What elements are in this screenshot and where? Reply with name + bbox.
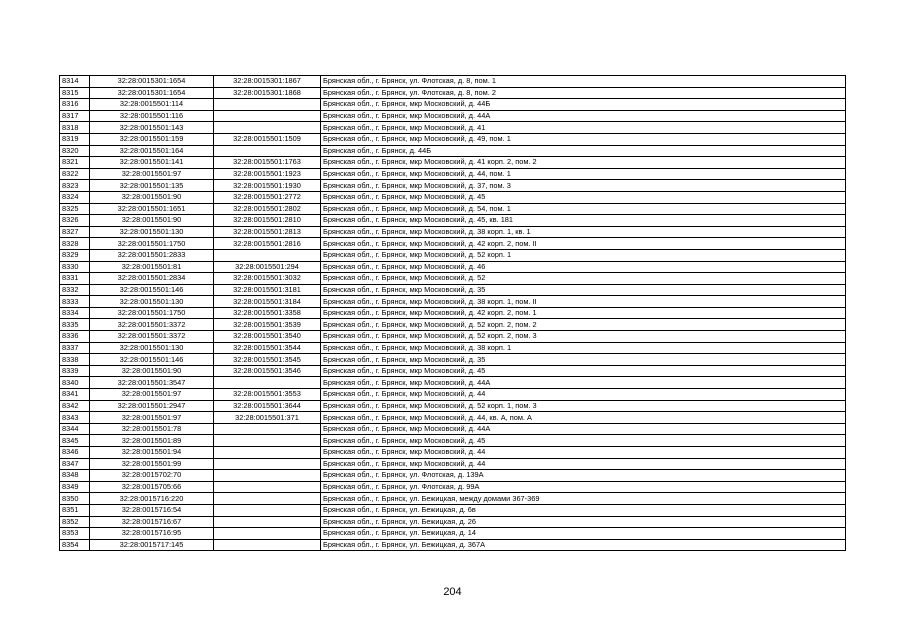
row-number-cell: 8315 [60,87,90,99]
linked-cadastral-number-cell: 32:28:0015501:3553 [214,389,321,401]
cadastral-number-cell: 32:28:0015716:220 [90,493,214,505]
row-number-cell: 8328 [60,238,90,250]
address-cell: Брянская обл., г. Брянск, мкр Московский, д. 44 [321,458,846,470]
linked-cadastral-number-cell: 32:28:0015501:2813 [214,226,321,238]
address-cell: Брянская обл., г. Брянск, мкр Московский, д. 41 [321,122,846,134]
cadastral-number-cell: 32:28:0015501:99 [90,458,214,470]
linked-cadastral-number-cell: 32:28:0015301:1868 [214,87,321,99]
row-number-cell: 8331 [60,273,90,285]
table-row [60,87,846,99]
address-cell: Брянская обл., г. Брянск, мкр Московский, д. 41 корп. 2, пом. 2 [321,157,846,169]
cadastral-number-cell: 32:28:0015501:81 [90,261,214,273]
row-number-cell: 8347 [60,458,90,470]
address-cell: Брянская обл., г. Брянск, ул. Бежицкая, д. 26 [321,516,846,528]
row-number-cell: 8335 [60,319,90,331]
table-row [60,377,846,389]
cadastral-number-cell: 32:28:0015501:116 [90,110,214,122]
cadastral-number-cell: 32:28:0015501:130 [90,342,214,354]
table-row [60,539,846,551]
row-number-cell: 8325 [60,203,90,215]
cadastral-number-cell: 32:28:0015501:2834 [90,273,214,285]
address-cell: Брянская обл., г. Брянск, мкр Московский, д. 44Б [321,99,846,111]
address-cell: Брянская обл., г. Брянск, мкр Московский, д. 52 корп. 2, пом. 2 [321,319,846,331]
address-cell: Брянская обл., г. Брянск, мкр Московский, д. 46 [321,261,846,273]
table-row [60,180,846,192]
row-number-cell: 8334 [60,307,90,319]
address-cell: Брянская обл., г. Брянск, ул. Бежицкая, д. 367А [321,539,846,551]
address-cell: Брянская обл., г. Брянск, ул. Бежицкая, между домами 367-369 [321,493,846,505]
table-row [60,447,846,459]
linked-cadastral-number-cell [214,145,321,157]
row-number-cell: 8332 [60,284,90,296]
address-cell: Брянская обл., г. Брянск, мкр Московский, д. 52 корп. 2, пом. 3 [321,331,846,343]
cadastral-number-cell: 32:28:0015501:89 [90,435,214,447]
linked-cadastral-number-cell [214,249,321,261]
table-row [60,261,846,273]
table-row [60,331,846,343]
linked-cadastral-number-cell: 32:28:0015501:3644 [214,400,321,412]
address-cell: Брянская обл., г. Брянск, мкр Московский, д. 45, кв. 181 [321,215,846,227]
row-number-cell: 8336 [60,331,90,343]
row-number-cell: 8329 [60,249,90,261]
table-row [60,423,846,435]
row-number-cell: 8352 [60,516,90,528]
row-number-cell: 8320 [60,145,90,157]
address-cell: Брянская обл., г. Брянск, мкр Московский, д. 45 [321,435,846,447]
table-row [60,481,846,493]
table-row [60,226,846,238]
linked-cadastral-number-cell: 32:28:0015501:3358 [214,307,321,319]
cadastral-number-cell: 32:28:0015501:1651 [90,203,214,215]
linked-cadastral-number-cell [214,516,321,528]
cadastral-number-cell: 32:28:0015501:2833 [90,249,214,261]
linked-cadastral-number-cell: 32:28:0015301:1867 [214,76,321,88]
address-cell: Брянская обл., г. Брянск, мкр Московский, д. 37, пом. 3 [321,180,846,192]
cadastral-number-cell: 32:28:0015501:146 [90,284,214,296]
table-row [60,203,846,215]
row-number-cell: 8348 [60,470,90,482]
cadastral-number-cell: 32:28:0015501:97 [90,389,214,401]
table-row [60,238,846,250]
row-number-cell: 8321 [60,157,90,169]
linked-cadastral-number-cell: 32:28:0015501:2802 [214,203,321,215]
linked-cadastral-number-cell: 32:28:0015501:3545 [214,354,321,366]
table-row [60,528,846,540]
linked-cadastral-number-cell: 32:28:0015501:3184 [214,296,321,308]
linked-cadastral-number-cell [214,99,321,111]
address-cell: Брянская обл., г. Брянск, мкр Московский, д. 49, пом. 1 [321,133,846,145]
row-number-cell: 8323 [60,180,90,192]
linked-cadastral-number-cell: 32:28:0015501:371 [214,412,321,424]
row-number-cell: 8349 [60,481,90,493]
linked-cadastral-number-cell: 32:28:0015501:1923 [214,168,321,180]
linked-cadastral-number-cell: 32:28:0015501:1763 [214,157,321,169]
linked-cadastral-number-cell: 32:28:0015501:1509 [214,133,321,145]
cadastral-number-cell: 32:28:0015705:66 [90,481,214,493]
table-row [60,191,846,203]
cadastral-number-cell: 32:28:0015501:114 [90,99,214,111]
cadastral-number-cell: 32:28:0015501:130 [90,296,214,308]
row-number-cell: 8353 [60,528,90,540]
address-cell: Брянская обл., г. Брянск, ул. Бежицкая, д. 14 [321,528,846,540]
linked-cadastral-number-cell [214,377,321,389]
address-cell: Брянская обл., г. Брянск, мкр Московский, д. 45 [321,365,846,377]
table-row [60,122,846,134]
address-cell: Брянская обл., г. Брянск, мкр Московский, д. 52 корп. 1 [321,249,846,261]
address-cell: Брянская обл., г. Брянск, мкр Московский, д. 38 корп. 1 [321,342,846,354]
table-row [60,76,846,88]
row-number-cell: 8338 [60,354,90,366]
row-number-cell: 8345 [60,435,90,447]
address-cell: Брянская обл., г. Брянск, ул. Бежицкая, д. 6в [321,504,846,516]
cadastral-number-cell: 32:28:0015501:143 [90,122,214,134]
linked-cadastral-number-cell: 32:28:0015501:3539 [214,319,321,331]
linked-cadastral-number-cell: 32:28:0015501:3181 [214,284,321,296]
linked-cadastral-number-cell: 32:28:0015501:2816 [214,238,321,250]
table-row [60,145,846,157]
cadastral-number-cell: 32:28:0015501:164 [90,145,214,157]
address-cell: Брянская обл., г. Брянск, мкр Московский, д. 52 корп. 1, пом. 3 [321,400,846,412]
cadastral-number-cell: 32:28:0015501:141 [90,157,214,169]
address-cell: Брянская обл., г. Брянск, мкр Московский, д. 38 корп. 1, кв. 1 [321,226,846,238]
row-number-cell: 8330 [60,261,90,273]
address-cell: Брянская обл., г. Брянск, мкр Московский, д. 52 [321,273,846,285]
linked-cadastral-number-cell [214,504,321,516]
cadastral-number-cell: 32:28:0015501:146 [90,354,214,366]
address-cell: Брянская обл., г. Брянск, ул. Флотская, д. 8, пом. 1 [321,76,846,88]
table-row [60,133,846,145]
table-row [60,99,846,111]
cadastral-number-cell: 32:28:0015301:1654 [90,87,214,99]
cadastral-number-cell: 32:28:0015716:67 [90,516,214,528]
row-number-cell: 8327 [60,226,90,238]
address-cell: Брянская обл., г. Брянск, мкр Московский, д. 44, пом. 1 [321,168,846,180]
table-row [60,389,846,401]
linked-cadastral-number-cell [214,458,321,470]
row-number-cell: 8342 [60,400,90,412]
linked-cadastral-number-cell: 32:28:0015501:2772 [214,191,321,203]
address-cell: Брянская обл., г. Брянск, мкр Московский, д. 45 [321,191,846,203]
table-row [60,296,846,308]
linked-cadastral-number-cell: 32:28:0015501:2810 [214,215,321,227]
row-number-cell: 8354 [60,539,90,551]
table-row [60,516,846,528]
address-cell: Брянская обл., г. Брянск, мкр Московский, д. 44А [321,377,846,389]
linked-cadastral-number-cell: 32:28:0015501:3032 [214,273,321,285]
row-number-cell: 8317 [60,110,90,122]
page-number: 204 [443,586,462,598]
cadastral-number-cell: 32:28:0015501:159 [90,133,214,145]
address-cell: Брянская обл., г. Брянск, мкр Московский, д. 42 корп. 2, пом. 1 [321,307,846,319]
address-cell: Брянская обл., г. Брянск, мкр Московский, д. 54, пом. 1 [321,203,846,215]
cadastral-number-cell: 32:28:0015301:1654 [90,76,214,88]
address-cell: Брянская обл., г. Брянск, мкр Московский, д. 35 [321,284,846,296]
table-row [60,412,846,424]
table-row [60,342,846,354]
linked-cadastral-number-cell [214,122,321,134]
cadastral-number-cell: 32:28:0015501:3547 [90,377,214,389]
cadastral-number-cell: 32:28:0015501:1750 [90,238,214,250]
cadastral-number-cell: 32:28:0015501:90 [90,215,214,227]
table-row [60,365,846,377]
cadastral-number-cell: 32:28:0015501:90 [90,365,214,377]
linked-cadastral-number-cell [214,528,321,540]
table-row [60,284,846,296]
cadastral-number-cell: 32:28:0015501:97 [90,168,214,180]
row-number-cell: 8324 [60,191,90,203]
linked-cadastral-number-cell: 32:28:0015501:1930 [214,180,321,192]
linked-cadastral-number-cell: 32:28:0015501:294 [214,261,321,273]
table-row [60,215,846,227]
cadastral-number-cell: 32:28:0015501:97 [90,412,214,424]
table-row [60,168,846,180]
table-row [60,110,846,122]
address-cell: Брянская обл., г. Брянск, ул. Флотская, д. 8, пом. 2 [321,87,846,99]
address-cell: Брянская обл., г. Брянск, ул. Флотская, д. 99А [321,481,846,493]
property-table [59,75,846,551]
address-cell: Брянская обл., г. Брянск, мкр Московский, д. 44 [321,447,846,459]
address-cell: Брянская обл., г. Брянск, мкр Московский, д. 44А [321,110,846,122]
cadastral-number-cell: 32:28:0015501:3372 [90,319,214,331]
address-cell: Брянская обл., г. Брянск, д. 44Б [321,145,846,157]
linked-cadastral-number-cell [214,539,321,551]
address-cell: Брянская обл., г. Брянск, мкр Московский, д. 44А [321,423,846,435]
linked-cadastral-number-cell [214,423,321,435]
table-row [60,458,846,470]
row-number-cell: 8350 [60,493,90,505]
row-number-cell: 8337 [60,342,90,354]
cadastral-number-cell: 32:28:0015501:1750 [90,307,214,319]
row-number-cell: 8314 [60,76,90,88]
table-row [60,400,846,412]
table-row [60,273,846,285]
linked-cadastral-number-cell: 32:28:0015501:3544 [214,342,321,354]
row-number-cell: 8346 [60,447,90,459]
cadastral-number-cell: 32:28:0015501:135 [90,180,214,192]
table-row [60,354,846,366]
cadastral-number-cell: 32:28:0015501:94 [90,447,214,459]
linked-cadastral-number-cell [214,481,321,493]
cadastral-number-cell: 32:28:0015501:3372 [90,331,214,343]
cadastral-number-cell: 32:28:0015717:145 [90,539,214,551]
linked-cadastral-number-cell: 32:28:0015501:3546 [214,365,321,377]
table-row [60,504,846,516]
table-row [60,493,846,505]
cadastral-number-cell: 32:28:0015501:2947 [90,400,214,412]
table-row [60,307,846,319]
linked-cadastral-number-cell [214,470,321,482]
table-row [60,319,846,331]
linked-cadastral-number-cell [214,493,321,505]
row-number-cell: 8319 [60,133,90,145]
linked-cadastral-number-cell [214,435,321,447]
row-number-cell: 8351 [60,504,90,516]
table-row [60,249,846,261]
address-cell: Брянская обл., г. Брянск, мкр Московский, д. 35 [321,354,846,366]
table-row [60,470,846,482]
address-cell: Брянская обл., г. Брянск, мкр Московский, д. 42 корп. 2, пом. II [321,238,846,250]
row-number-cell: 8326 [60,215,90,227]
cadastral-number-cell: 32:28:0015501:78 [90,423,214,435]
linked-cadastral-number-cell: 32:28:0015501:3540 [214,331,321,343]
address-cell: Брянская обл., г. Брянск, мкр Московский, д. 38 корп. 1, пом. II [321,296,846,308]
table-row [60,157,846,169]
cadastral-number-cell: 32:28:0015702:70 [90,470,214,482]
cadastral-number-cell: 32:28:0015501:90 [90,191,214,203]
address-cell: Брянская обл., г. Брянск, мкр Московский, д. 44, кв. А, пом. А [321,412,846,424]
row-number-cell: 8344 [60,423,90,435]
cadastral-number-cell: 32:28:0015716:95 [90,528,214,540]
linked-cadastral-number-cell [214,110,321,122]
row-number-cell: 8341 [60,389,90,401]
address-cell: Брянская обл., г. Брянск, мкр Московский, д. 44 [321,389,846,401]
row-number-cell: 8322 [60,168,90,180]
cadastral-number-cell: 32:28:0015501:130 [90,226,214,238]
row-number-cell: 8340 [60,377,90,389]
row-number-cell: 8316 [60,99,90,111]
address-cell: Брянская обл., г. Брянск, ул. Флотская, д. 139А [321,470,846,482]
property-table-body [60,76,846,551]
table-row [60,435,846,447]
row-number-cell: 8339 [60,365,90,377]
cadastral-number-cell: 32:28:0015716:54 [90,504,214,516]
row-number-cell: 8343 [60,412,90,424]
row-number-cell: 8333 [60,296,90,308]
linked-cadastral-number-cell [214,447,321,459]
row-number-cell: 8318 [60,122,90,134]
